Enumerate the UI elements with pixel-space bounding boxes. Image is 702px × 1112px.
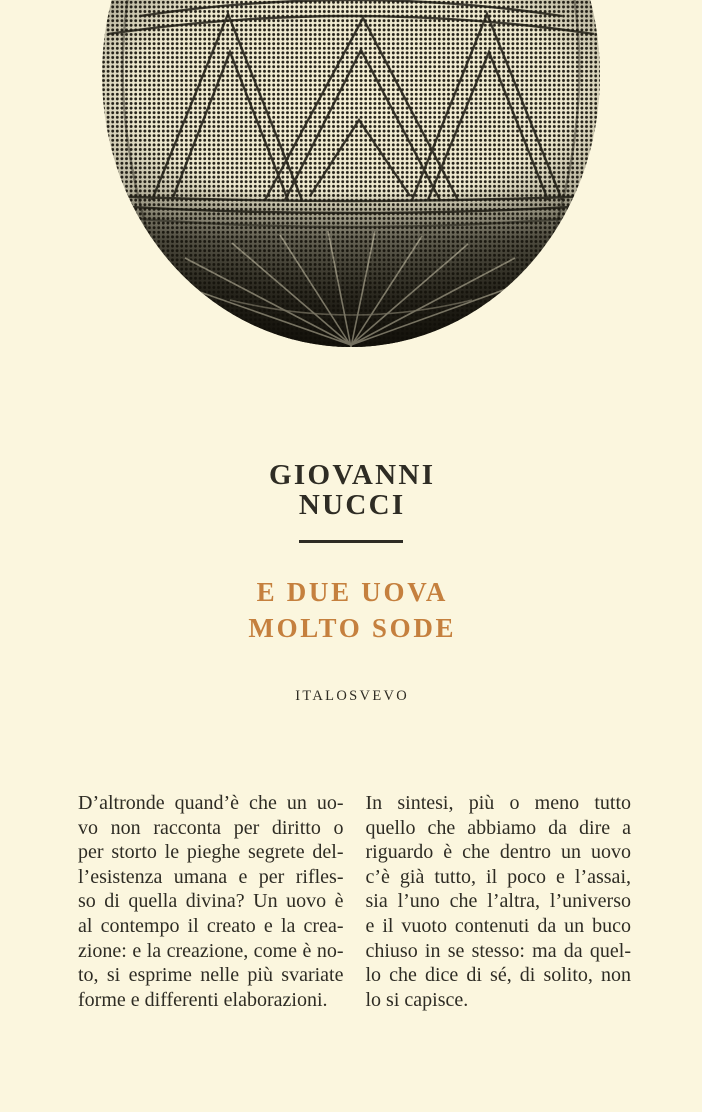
text-line: to, si esprime nelle più svariate [78,964,344,987]
text-line: zione: e la creazione, come è no- [78,939,344,962]
excerpt-columns [0,791,702,1012]
text-line: sia l’uno che l’altra, l’universo [365,890,631,913]
author-name-line2: NUCCI [298,489,406,521]
text-line: lo si capisce. [365,988,469,1011]
text-line: chiuso in se stesso: ma da quel- [365,939,631,962]
excerpt-left-column [78,791,344,1012]
text-line: riguardo è che dentro un uovo [365,841,631,864]
author-name [0,460,702,520]
book-title-line1: E DUE UOVA [256,577,449,607]
text-line: lo che dice di sé, di solito, non [365,964,631,987]
excerpt-right-column [366,791,632,1012]
book-title-line2: MOLTO SODE [248,613,457,643]
text-line: e il vuoto contenuti da un buco [365,914,631,937]
text-line: vo non racconta per diritto o [78,816,344,839]
book-title [0,574,702,646]
text-line: D’altronde quand’è che un uo- [78,792,344,814]
text-line: forme e differenti elaborazioni. [78,988,328,1011]
text-line: l’esistenza umana e per rifles- [78,865,344,888]
text-line: per storto le pieghe segrete del- [78,841,344,864]
text-line: c’è già tutto, il poco e l’assai, [365,865,631,888]
title-divider [299,540,403,543]
text-line: quello che abbiamo da dire a [365,816,631,839]
text-line: so di quella divina? Un uovo è [78,890,344,913]
egg-illustration [0,0,702,352]
author-name-line1: GIOVANNI [269,459,436,491]
text-line: al contempo il creato e la crea- [78,914,344,937]
publisher-name: ITALOSVEVO [295,688,410,704]
text-line: In sintesi, più o meno tutto [365,792,631,814]
